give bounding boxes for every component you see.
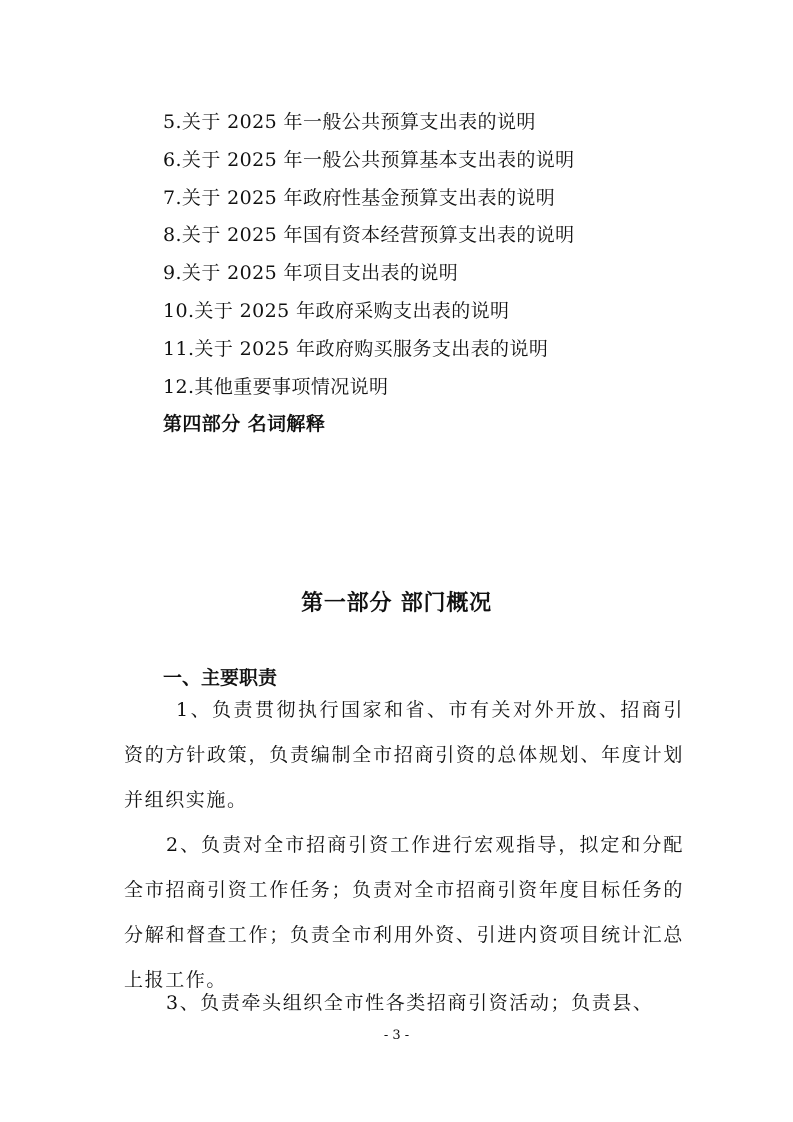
toc-item-11: 11.关于 2025 年政府购买服务支出表的说明 — [163, 337, 549, 360]
duty-paragraph-2-text: 2、负责对全市招商引资工作进行宏观指导，拟定和分配全市招商引资工作任务；负责对全市招商引资年度目标任务的分解和督查工作；负责全市利用外资、引进内资项目统计汇总上报工作。 — [124, 834, 684, 991]
chapter-title: 第一部分 部门概况 — [301, 591, 492, 616]
table-of-contents — [163, 104, 723, 444]
duty-paragraph-3 — [124, 981, 684, 1026]
duty-paragraph-2 — [124, 823, 684, 1003]
toc-item-5: 5.关于 2025 年一般公共预算支出表的说明 — [163, 111, 536, 133]
duty-paragraph-1-text: 1、负责贯彻执行国家和省、市有关对外开放、招商引资的方针政策，负责编制全市招商引资的总体规划、年度计划并组织实施。 — [124, 699, 684, 811]
toc-item-10: 10.关于 2025 年政府采购支出表的说明 — [163, 299, 510, 322]
section-heading-main-duties: 一、主要职责 — [163, 667, 278, 689]
duty-paragraph-3-text: 3、负责牵头组织全市性各类招商引资活动；负责县、 — [166, 992, 654, 1014]
toc-item-9: 9.关于 2025 年项目支出表的说明 — [163, 262, 459, 285]
toc-item-6: 6.关于 2025 年一般公共预算基本支出表的说明 — [163, 148, 575, 171]
page-number: - 3 - — [383, 1028, 410, 1043]
toc-part-four: 第四部分 名词解释 — [163, 413, 326, 436]
toc-item-8: 8.关于 2025 年国有资本经营预算支出表的说明 — [163, 224, 575, 247]
toc-item-12: 12.其他重要事项情况说明 — [163, 375, 389, 398]
toc-item-7: 7.关于 2025 年政府性基金预算支出表的说明 — [163, 186, 556, 209]
duty-paragraph-1 — [124, 688, 684, 823]
